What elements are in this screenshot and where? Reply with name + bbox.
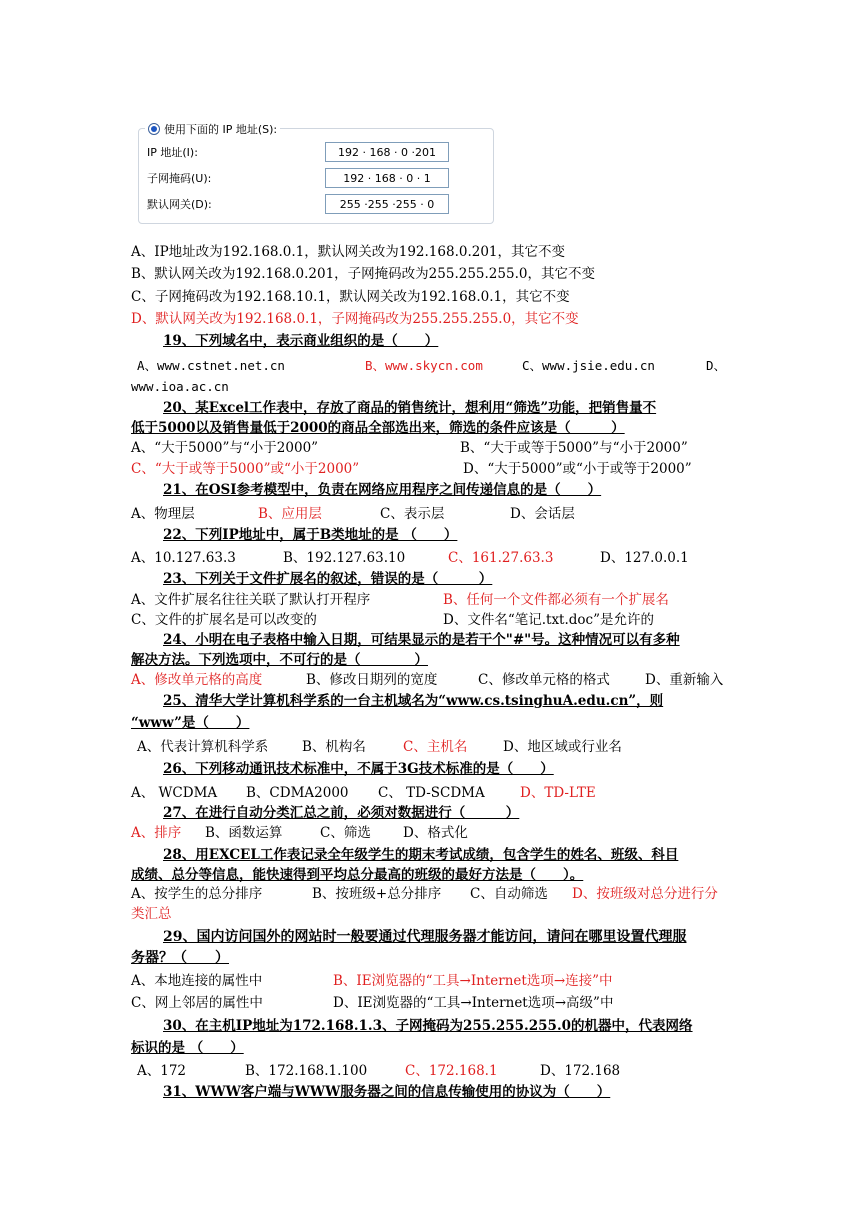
question-20-line1: 20、某Excel工作表中，存放了商品的销售统计，想利用“筛选”功能，把销售量不 <box>163 400 657 416</box>
q25-option-d: D、地区域或行业名 <box>503 739 622 755</box>
q27-option-b: B、函数运算 <box>205 825 283 841</box>
q21-option-c: C、表示层 <box>380 506 445 522</box>
q24-option-b: B、修改日期列的宽度 <box>306 672 438 688</box>
ip-address-field[interactable]: 192 · 168 · 0 ·201 <box>325 142 449 162</box>
gateway-field[interactable]: 255 ·255 ·255 · 0 <box>325 194 449 214</box>
subnet-mask-label: 子网掩码(U): <box>147 172 212 185</box>
q28-option-c: C、自动筛选 <box>470 886 548 902</box>
q26-option-c: C、 TD-SCDMA <box>378 785 485 801</box>
q30-option-a: A、172 <box>137 1063 187 1079</box>
q25-option-c-answer: C、主机名 <box>403 739 468 755</box>
option-c: C、子网掩码改为192.168.10.1，默认网关改为192.168.0.1，其它不变 <box>131 289 570 305</box>
q28-option-a: A、按学生的总分排序 <box>131 886 263 902</box>
gateway-label: 默认网关(D): <box>147 198 212 211</box>
q19-option-d: D、 <box>706 358 727 373</box>
question-19: 19、下列域名中，表示商业组织的是（ ） <box>163 333 439 349</box>
q26-option-d-answer: D、TD-LTE <box>520 785 596 801</box>
question-24-line2: 解决方法。下列选项中，不可行的是（ ） <box>131 652 428 668</box>
q29-option-a: A、本地连接的属性中 <box>131 973 263 989</box>
question-21: 21、在OSI参考模型中，负责在网络应用程序之间传递信息的是（ ） <box>163 482 602 498</box>
q22-option-c-answer: C、161.27.63.3 <box>448 550 554 566</box>
ip-legend[interactable] <box>145 121 280 137</box>
q19-option-d-cont: www.ioa.ac.cn <box>131 379 229 394</box>
question-26: 26、下列移动通讯技术标准中，不属于3G技术标准的是（ ） <box>163 761 554 777</box>
option-d-answer: D、默认网关改为192.168.0.1，子网掩码改为255.255.255.0，其它不变 <box>131 311 579 327</box>
q30-option-b: B、172.168.1.100 <box>245 1063 368 1079</box>
q19-option-b-answer: B、www.skycn.com <box>365 358 483 373</box>
ip-address-label: IP 地址(I): <box>147 146 198 159</box>
q28-option-b: B、按班级+总分排序 <box>312 886 442 902</box>
q24-option-a-answer: A、修改单元格的高度 <box>131 672 263 688</box>
q20-option-a: A、“大于5000”与“小于2000” <box>131 440 319 456</box>
q23-option-a: A、文件扩展名往往关联了默认打开程序 <box>131 592 371 608</box>
question-27: 27、在进行自动分类汇总之前，必须对数据进行（ ） <box>163 805 520 821</box>
q30-option-d: D、172.168 <box>540 1063 621 1079</box>
question-28-line2: 成绩、总分等信息，能快速得到平均总分最高的班级的最好方法是（ ）。 <box>131 867 584 883</box>
q22-option-b: B、192.127.63.10 <box>283 550 406 566</box>
q29-option-c: C、网上邻居的属性中 <box>131 995 263 1011</box>
subnet-mask-field[interactable]: 192 · 168 · 0 · 1 <box>325 168 449 188</box>
ip-config-dialog <box>138 123 494 224</box>
q23-option-c: C、文件的扩展名是可以改变的 <box>131 612 317 628</box>
q20-option-c-answer: C、“大于或等于5000”或“小于2000” <box>131 461 360 477</box>
q26-option-b: B、CDMA2000 <box>246 785 349 801</box>
q27-option-d: D、格式化 <box>403 825 468 841</box>
q25-option-a: A、代表计算机科学系 <box>137 739 269 755</box>
q22-option-d: D、127.0.0.1 <box>600 550 689 566</box>
q29-option-b-answer: B、IE浏览器的“工具→Internet选项→连接”中 <box>333 973 613 989</box>
option-a: A、IP地址改为192.168.0.1，默认网关改为192.168.0.201，其它不变 <box>131 244 566 260</box>
question-25-line2: “www”是（ ） <box>131 715 250 731</box>
question-24-line1: 24、小明在电子表格中输入日期，可结果显示的是若干个"#"号。这种情况可以有多种 <box>163 632 680 648</box>
ip-legend-label: 使用下面的 IP 地址(S): <box>164 123 278 136</box>
q25-option-b: B、机构名 <box>302 739 366 755</box>
question-29-line2: 务器？（ ） <box>131 950 229 966</box>
question-31: 31、WWW客户端与WWW服务器之间的信息传输使用的协议为（ ） <box>163 1084 611 1100</box>
q23-option-d: D、文件名“笔记.txt.doc”是允许的 <box>443 612 655 628</box>
question-29-line1: 29、国内访问国外的网站时一般要通过代理服务器才能访问，请问在哪里设置代理服 <box>163 929 687 945</box>
q21-option-a: A、物理层 <box>131 506 195 522</box>
question-20-line2: 低于5000以及销售量低于2000的商品全部选出来，筛选的条件应该是（ ） <box>131 420 625 436</box>
question-22: 22、下列IP地址中，属于B类地址的是 （ ） <box>163 527 458 543</box>
question-30-line1: 30、在主机IP地址为172.168.1.3、子网掩码为255.255.255.0的机器中，代表网络 <box>163 1018 693 1034</box>
q20-option-d: D、“大于5000”或“小于或等于2000” <box>463 461 692 477</box>
q21-option-b-answer: B、应用层 <box>258 506 322 522</box>
q27-option-a-answer: A、排序 <box>131 825 182 841</box>
q19-option-a: A、www.cstnet.net.cn <box>137 358 285 373</box>
question-28-line1: 28、用EXCEL工作表记录全年级学生的期末考试成绩，包含学生的姓名、班级、科目 <box>163 847 679 863</box>
q23-option-b-answer: B、任何一个文件都必须有一个扩展名 <box>443 592 669 608</box>
q24-option-c: C、修改单元格的格式 <box>478 672 610 688</box>
option-b: B、默认网关改为192.168.0.201，子网掩码改为255.255.255.0，其它不变 <box>131 266 595 282</box>
q21-option-d: D、会话层 <box>510 506 575 522</box>
q22-option-a: A、10.127.63.3 <box>131 550 236 566</box>
q20-option-b: B、“大于或等于5000”与“小于2000” <box>460 440 688 456</box>
q19-option-c: C、www.jsie.edu.cn <box>522 358 655 373</box>
question-25-line1: 25、清华大学计算机科学系的一台主机域名为“www.cs.tsinghuA.edu.cn”，则 <box>163 693 664 709</box>
q27-option-c: C、筛选 <box>320 825 371 841</box>
q28-option-d-answer: D、按班级对总分进行分 <box>572 886 718 902</box>
radio-selected-icon[interactable] <box>148 123 160 135</box>
q29-option-d: D、IE浏览器的“工具→Internet选项→高级”中 <box>333 995 614 1011</box>
q24-option-d: D、重新输入 <box>645 672 724 688</box>
question-23: 23、下列关于文件扩展名的叙述，错误的是（ ） <box>163 571 493 587</box>
q30-option-c-answer: C、172.168.1 <box>405 1063 498 1079</box>
q26-option-a: A、 WCDMA <box>131 785 218 801</box>
q28-option-d-cont: 类汇总 <box>131 906 172 922</box>
question-30-line2: 标识的是 （ ） <box>131 1040 244 1056</box>
